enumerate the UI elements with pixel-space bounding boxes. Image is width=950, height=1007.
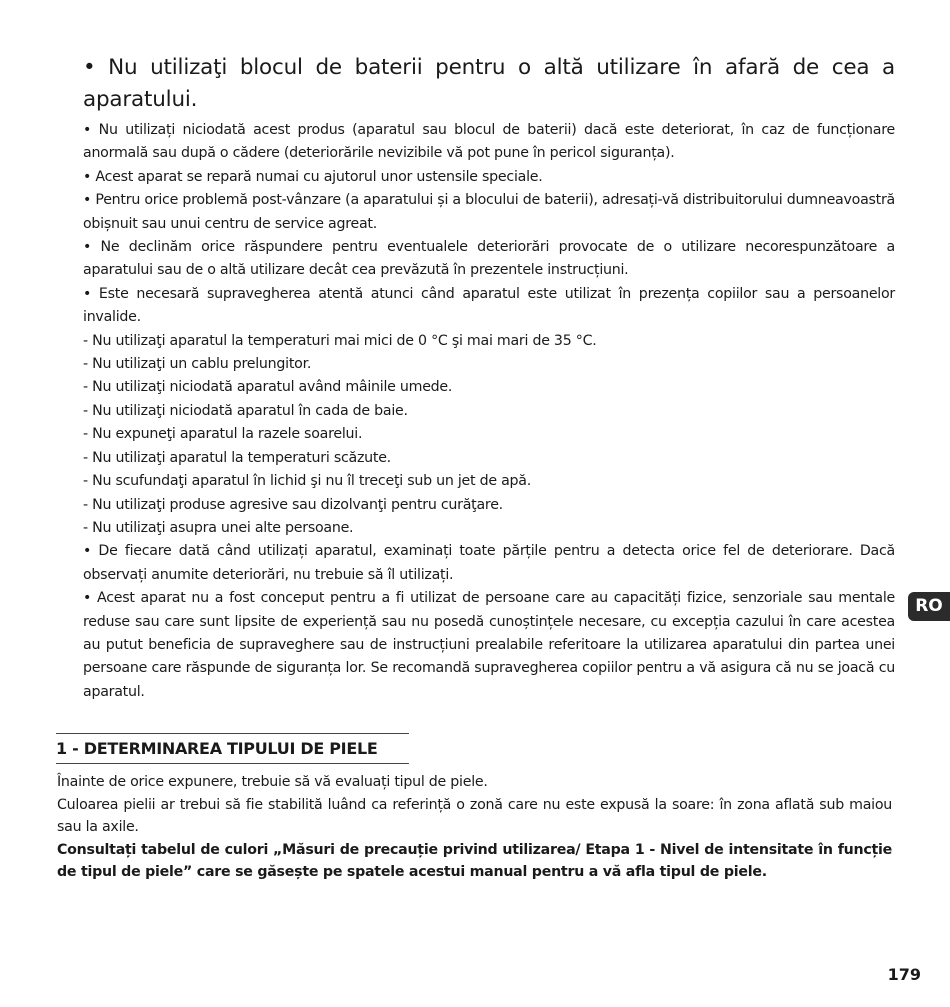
section-bold-note: Consultați tabelul de culori „Măsuri de precauție privind utilizarea/ Etapa 1 - Nivel de intensitate în funcție de tipul de piele” care se găsește pe spatele acestui manual pentru a vă afla tipul de piele.: [57, 841, 892, 881]
dash-list-item: - Nu utilizaţi niciodată aparatul având mâinile umede.: [83, 379, 453, 396]
dash-list-item: - Nu utilizaţi niciodată aparatul în cada de baie.: [83, 402, 408, 419]
dash-list-item: - Nu utilizaţi asupra unei alte persoane.: [83, 519, 354, 536]
safety-paragraph: • Pentru orice problemă post-vânzare (a aparatului și a blocului de baterii), adresați-vă distribuitorului dumneavoastră obișnuit sau unui centru de service agreat.: [83, 192, 895, 232]
safety-paragraph: • Ne declinăm orice răspundere pentru eventualele deteriorări provocate de o utilizare necorespunzătoare a aparatului sau de o altă utilizare decât cea prevăzută în prezentele instrucțiuni.: [83, 239, 895, 279]
language-tab: RO: [908, 592, 950, 621]
dash-list-item: - Nu utilizaţi produse agresive sau dizolvanţi pentru curăţare.: [83, 496, 503, 513]
safety-paragraph: • Este necesară supravegherea atentă atunci când aparatul este utilizat în prezența copiilor sau a persoanelor invalide.: [83, 285, 895, 326]
section-line: Culoarea pielii ar trebui să fie stabilită luând ca referință o zonă care nu este expusă la soare: în zona aflată sub maiou sau la axile.: [57, 796, 892, 836]
safety-instructions: [83, 119, 895, 704]
section-body: [57, 771, 892, 884]
dash-list-item: - Nu utilizaţi un cablu prelungitor.: [83, 356, 312, 373]
section-line: Înainte de orice expunere, trebuie să vă evaluați tipul de piele.: [57, 774, 488, 790]
section-title: 1 - DETERMINAREA TIPULUI DE PIELE: [56, 733, 409, 764]
dash-list-item: - Nu expuneţi aparatul la razele soarelui.: [83, 426, 363, 443]
dash-list-item: - Nu utilizaţi aparatul la temperaturi mai mici de 0 °C şi mai mari de 35 °C.: [83, 332, 597, 349]
safety-paragraph: • Acest aparat se repară numai cu ajutorul unor ustensile speciale.: [83, 168, 543, 185]
safety-paragraph: • Nu utilizați niciodată acest produs (aparatul sau blocul de baterii) dacă este deteriorat, în caz de funcționare anormală sau după o cădere (deteriorările nevizibile vă pot pune în pericol siguranța).: [83, 122, 895, 162]
page-number: 179: [887, 965, 921, 984]
dash-list-item: - Nu utilizaţi aparatul la temperaturi scăzute.: [83, 449, 391, 466]
safety-paragraph: • De fiecare dată când utilizați aparatul, examinați toate părțile pentru a detecta orice fel de deteriorare. Dacă observați anumite deteriorări, nu trebuie să îl utilizați.: [83, 543, 895, 583]
safety-paragraph: • Acest aparat nu a fost conceput pentru a fi utilizat de persoane care au capacități fizice, senzoriale sau mentale reduse sau care sunt lipsite de experiență sau nu posedă cunoștințele necesare, cu excepția cazului în care acestea au putut beneficia de supraveghere sau de instrucțiuni prealabile referitoare la utilizarea aparatului din partea unei persoane care răspunde de siguranța lor. Se recomandă supravegherea copiilor pentru a vă asigura că nu se joacă cu aparatul.: [83, 590, 895, 700]
safety-headline: • Nu utilizaţi blocul de baterii pentru o altă utilizare în afară de cea a aparatului.: [83, 55, 895, 112]
dash-list-item: - Nu scufundaţi aparatul în lichid şi nu îl treceţi sub un jet de apă.: [83, 473, 531, 490]
